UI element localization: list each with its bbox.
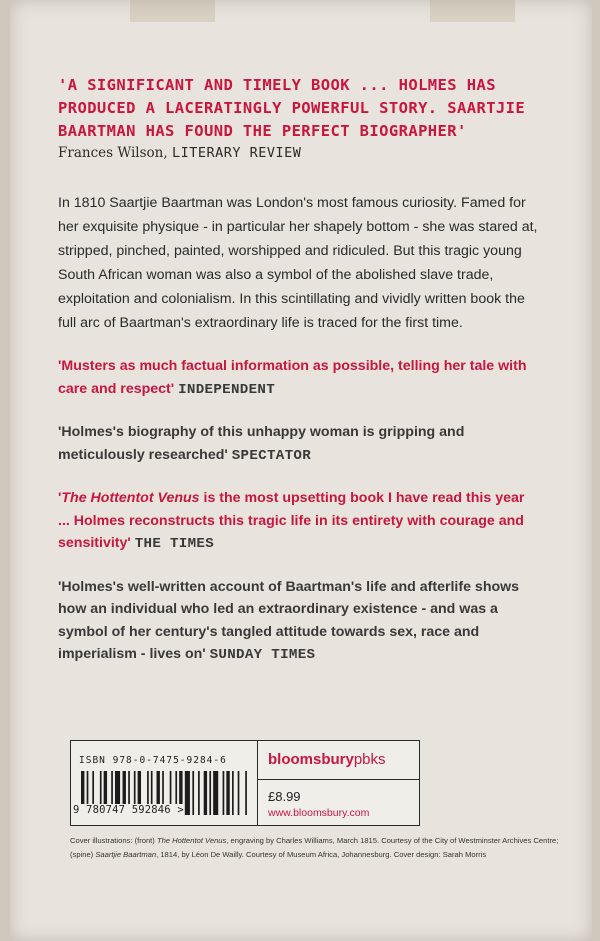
review-source: SUNDAY TIMES [209, 647, 316, 663]
price: £8.99 [268, 789, 301, 804]
credits-text: , engraving by Charles Williams, March 1815. Courtesy of the City of Westminster Archives Centre; (spine) [70, 836, 559, 859]
barcode-panel [71, 741, 258, 825]
barcode-price-box [70, 740, 420, 826]
review-source: THE TIMES [134, 536, 215, 552]
review-book-title: The Hottentot Venus [61, 490, 200, 506]
publisher-imprint: pbks [353, 751, 386, 768]
review-quote [58, 576, 538, 667]
credits-text: Cover illustrations: (front) [70, 836, 157, 845]
review-quote [58, 421, 538, 467]
publisher-website: www.bloomsbury.com [268, 807, 370, 819]
lead-quote-attribution [58, 143, 538, 163]
review-source: INDEPENDENT [178, 381, 276, 398]
isbn-label: ISBN 978-0-7475-9284-6 [79, 755, 227, 766]
review-text: 'Musters as much factual information as possible, telling her tale with care and respect' [58, 358, 527, 397]
review-source: SPECTATOR [231, 447, 312, 464]
attribution-publication: LITERARY REVIEW [171, 145, 302, 161]
publisher-panel [258, 741, 419, 825]
barcode-digits: 9 780747 592846 > [73, 804, 184, 816]
cover-text [58, 74, 538, 667]
attribution-author: Frances Wilson, [58, 145, 172, 161]
publisher-name: bloomsbury [268, 751, 354, 768]
tape-mark [130, 0, 215, 22]
review-text: 'Holmes's well-written account of Baartman's life and afterlife shows how an individual who led an extraordinary existence - and was a symbol of her century's tangled attitude towards sex, race and imperialism - lives on' [58, 578, 520, 662]
review-quote: 'The Hottentot Venus is the most upsetting book I have read this year ... Holmes reconstructs this tragic life in its entirety with courage and sensitivity' THE TIMES [58, 490, 525, 552]
tape-mark [430, 0, 515, 22]
credits-text: , 1814, by Léon De Wailly. Courtesy of Museum Africa, Johannesburg. Cover design: Sarah Morris [156, 850, 487, 859]
book-blurb: In 1810 Saartjie Baartman was London's most famous curiosity. Famed for her exquisite physique - in particular her shapely bottom - she was stared at, stripped, pinched, painted, worshipped and ridiculed. But this tragic young South African woman was also a symbol of the abolished slave trade, exploitation and colonialism. In this scintillating and vividly written book the full arc of Baartman's extraordinary life is traced for the first time. [58, 195, 538, 331]
divider [258, 779, 419, 780]
cover-credits [70, 834, 570, 862]
credits-title: Saartjie Baartman [95, 850, 157, 859]
review-text: is the most upsetting book I have read this year ... Holmes reconstructs this tragic life in its entirety with courage and sensitivity' [58, 490, 525, 551]
publisher-logo [268, 751, 386, 768]
credits-title: The Hottentot Venus [156, 836, 227, 845]
review-text: 'Holmes's biography of this unhappy woman is gripping and meticulously researched' [58, 424, 465, 463]
review-quote [58, 355, 538, 401]
lead-quote: 'A SIGNIFICANT AND TIMELY BOOK ... HOLMES HAS PRODUCED A LACERATINGLY POWERFUL STORY. SAARTJIE BAARTMAN HAS FOUND THE PERFECT BIOGRAPHER' [58, 76, 526, 140]
